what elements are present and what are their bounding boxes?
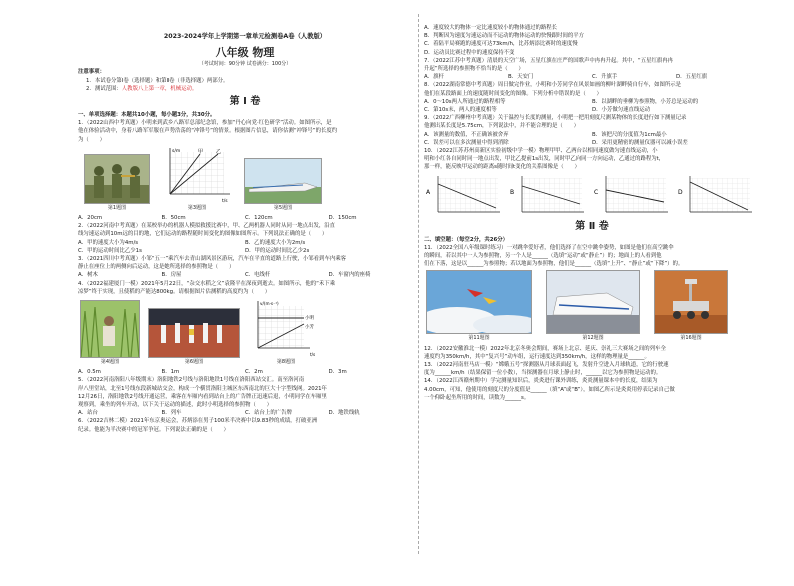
figure-caption: 第12题图 — [582, 335, 604, 342]
option-d: D．150cm — [328, 215, 357, 222]
part-one-heading: 第 Ⅰ 卷 — [229, 96, 261, 108]
mars-rover-photo — [654, 270, 728, 334]
figure — [148, 308, 240, 366]
option-c: C．甲的运动时间比乙少1s — [78, 247, 142, 254]
figure — [248, 298, 324, 366]
line-label: 乙 — [216, 148, 222, 155]
option-a: A．树木 — [78, 272, 98, 279]
notice-scope: 人教版八上第一章，机械运动。 — [121, 85, 198, 92]
question-text: 4.00cm，可知，他使用的刻度尺的分度值是______（填“A”或“B”），如图乙所示是炎炎用停表记录自己做 — [424, 386, 675, 393]
s-t-graph — [158, 146, 236, 204]
soldiers-photo — [84, 154, 150, 204]
question-text: 8．（2022湖南常德中考真题）周日做完作业，小明和小芳同学在风景如画的柳叶湖畔骑自行车，如图所示是 — [424, 82, 682, 89]
option-a: A．20cm — [78, 215, 103, 222]
options — [78, 368, 412, 376]
question-text: 明和小红各自同时同一地点出发，甲比乙提前1s出发，同时甲乙向同一方向运动，乙通过的路程为t， — [424, 156, 665, 163]
option-d: D．地铁线轨 — [328, 410, 360, 417]
figure-caption: 第1题图 — [107, 204, 127, 211]
option-b: B．房屋 — [161, 272, 182, 279]
question-text: 那一样，能反映甲运动的距离s随时间t变化的关系图像是（ ） — [424, 164, 580, 171]
figure-caption: 第16题图 — [680, 335, 702, 342]
question-text: 12．（2022安徽淮北一模）2022年北京冬奥会期间，赛场上北京、延庆、崇礼三大赛场之间的列车全 — [424, 345, 666, 352]
figure — [80, 300, 140, 366]
graph-option-label: A — [426, 188, 431, 196]
question-text: 11．（2022全国八年级课时练习）一对跳伞爱好者，他们选择了在空中跳伞姿势，如图是他们在高空跳伞 — [424, 244, 674, 251]
question-text: 6．（2022吉林二模）2021年东京奥运会，苏炳添在男子100米半决赛中以9.83秒的成绩，打破亚洲 — [78, 418, 318, 425]
rice-field-photo — [80, 300, 140, 358]
train-photo — [244, 158, 322, 204]
figure-caption: 第11题图 — [468, 335, 490, 342]
notice-line: 1．本试卷分第Ⅰ卷（选择题）和第Ⅱ卷（非选择题）两部分。 — [86, 77, 229, 84]
question-text: 9．（2022广西柳州中考真题）关于温控与长度的测量，小明把一把用刻度尺测某物体的长度进行如下测量记录 — [424, 115, 687, 122]
question-text: 线匀速运动到10m远的目的地，它们运动的路程随时间变化的图像如图所示。下列说法正确的是（ ） — [78, 231, 328, 238]
question-text: 他们在某段路面上的速度随时间变化的图像。下列分析中错误的是（ ） — [424, 90, 602, 97]
option-b: B．1m — [161, 369, 180, 376]
option-c: C．站台上的广告牌 — [245, 410, 292, 417]
question-text: D．运动员比赛过程中的速度保持不变 — [424, 49, 515, 56]
question-text: 5．（2022河南洛阳八年级期末）洛阳地铁2号线与洛阳地铁1号线在洛阳西站交汇。南至洛河南 — [78, 377, 305, 384]
figure — [244, 158, 322, 212]
option-a: A．旗杆 — [424, 74, 444, 81]
options — [424, 131, 760, 147]
option-a: A．0.5m — [78, 369, 101, 376]
notice-line: 2．测试范围：人教版八上第一章，机械运动。 — [86, 85, 198, 92]
question-text: C．着陆平局赛跑的速度可达73km/h，比苏炳添比赛时的速度慢 — [424, 41, 578, 48]
section-intro: 二、填空题：（每空2分，共26分） — [424, 236, 509, 243]
question-text: 升起”所选择的参照物不恰当的是（ ） — [424, 66, 524, 73]
figure-caption: 第6题图 — [184, 359, 204, 366]
option-c: C．误差可以在多次测量中得到消除 — [424, 139, 509, 146]
axis-label: t/s — [222, 198, 228, 204]
figure-row — [78, 146, 412, 212]
answer-graph-d — [678, 174, 756, 218]
line-label: 甲 — [198, 148, 204, 155]
answer-graphs-row — [424, 174, 760, 218]
question-text: 速度约为350km/h，其中“复兴号”动车组，运行速度达到350km/h，这样的物理量是______。 — [424, 353, 650, 360]
question-text: 12月26日，洛阳地铁2号线开通运营，乘客在车厢内看到站台上的广告牌正迅速后退，小明同学在车厢里 — [78, 393, 327, 400]
exam-header: 2023-2024学年上学期第一章单元检测卷A卷（人教版） — [163, 33, 327, 40]
figure-caption: 第5题图 — [273, 204, 293, 211]
figure — [546, 270, 640, 342]
question-text: 2．（2022河南中考真题）在某校举办的机器人模拟救援比赛中，甲、乙两机器人同时从同一地点出发，沿直 — [78, 223, 336, 230]
question-text: 4．（2022福建厦门一模）2021年5月22日，“杂交水稻之父”袁隆平在深夜到逝去。如图所示，他的“禾下乘 — [78, 280, 336, 287]
question-text: 度为______km/h（结果保留一位小数），当探测器在月球上静止时，______以它为参照物是运动的。 — [424, 370, 662, 377]
figure-row — [78, 298, 412, 366]
question-text: 7．（2022江苏中考真题）清晨的天空广场，五星红旗在庄严的国歌声中冉冉升起。其中，“五星红旗冉冉 — [424, 57, 674, 64]
line-label: 小芳 — [305, 325, 314, 331]
answer-graph-c — [594, 174, 672, 218]
options — [78, 214, 412, 222]
figure — [84, 154, 150, 212]
figure-row — [424, 270, 760, 342]
sprint-photo — [148, 308, 240, 358]
line-label: 小明 — [305, 316, 314, 322]
right-column — [424, 0, 760, 586]
options — [424, 98, 760, 114]
part-two-heading: 第 Ⅱ 卷 — [575, 220, 609, 232]
question-text: 一个仰卧起坐所用的时间，读数为______s。 — [424, 394, 530, 401]
option-d: D．五星红旗 — [676, 74, 708, 81]
question-text: 为（ ） — [78, 136, 105, 143]
figure — [426, 270, 532, 342]
left-column — [78, 0, 412, 562]
question-text: 10．（2022江苏苏州高新区实验初级中学一模）物理甲甲、乙两台以相同速度做匀速直线运动，小 — [424, 148, 658, 155]
option-c: C．2m — [245, 369, 263, 376]
graph-option-label: B — [510, 188, 515, 196]
question-text: 他在体验活动中，身着八路军军服在声势浩荡的“冲锋号”的情景。根据图片信息，请你估测“冲锋号”的长度约 — [78, 128, 338, 135]
option-d: D．甲的运动时间比乙少2s — [245, 247, 310, 254]
option-b: B．天安门 — [508, 74, 534, 81]
question-text: 的瞬间，若以其中一人为参照物，另一个人是______（选填“运动”或“静止”）的；地面上的人看到他 — [424, 253, 662, 260]
option-c: C．升旗手 — [592, 74, 618, 81]
question-text: 静止在座位上的两侧向后运动，这是她所选择的参照物是（ ） — [78, 264, 235, 271]
notice-title: 注意事项： — [78, 69, 105, 76]
answer-graph-b — [510, 174, 588, 218]
option-d: D．采用更精密的测量仪器可以减小误差 — [592, 139, 688, 146]
question-text: 观察到，乘坐的列车开动，以下关于运动的描述，此时小明选择的参照物（ ） — [78, 402, 273, 409]
figure — [158, 146, 236, 212]
options — [424, 73, 760, 81]
bullet-train-photo — [546, 270, 640, 334]
question-text: 14．（2022江西赣州期中）学完测量知识后，炎炎进行课外训练，炎炎测量课本中的长度，结果为 — [424, 378, 658, 385]
option-a: A．0～10s两人所通过的路程相等 — [424, 98, 506, 105]
option-c: C．第10s末，两人的速度相等 — [424, 107, 497, 114]
figure-caption: 第4题图 — [100, 359, 120, 366]
option-b: B．乙的速度大小为2m/s — [245, 239, 306, 246]
section-intro: 一、单项选择题：本题共10小题，每小题3分，共30分。 — [78, 112, 216, 119]
option-d: D．3m — [328, 369, 347, 376]
figure-caption: 第3题图 — [187, 204, 207, 211]
question-text: B．判断因为速度匀速运动而不运动的物体运动的快慢跟时间的平方 — [424, 33, 585, 40]
options — [78, 271, 412, 279]
question-text: 纪录。他能为半决赛中的冠军争冠。下列说法正确的是（ ） — [78, 426, 229, 433]
v-t-graph — [248, 298, 324, 358]
column-divider — [418, 14, 419, 554]
option-a: A．甲的速度大小为4m/s — [78, 239, 139, 246]
question-text: 凉梦”终于实现，且使稻的产能达800kg。请根据图片估测稻的高度约为（ ） — [78, 288, 271, 295]
graph-option-label: D — [678, 188, 683, 196]
option-c: C．电线杆 — [245, 272, 271, 279]
option-b: B．该把尺的分度值为1cm最小 — [592, 131, 667, 138]
answer-graph-a — [426, 174, 504, 218]
axis-label: t/s — [310, 352, 316, 358]
figure-caption: 第8题图 — [276, 359, 296, 366]
option-b: B．列车 — [161, 410, 182, 417]
option-b: B．以湖畔的垂柳为参照物，小芳总是运动的 — [592, 98, 699, 105]
option-c: C．120cm — [245, 215, 273, 222]
skydivers-photo — [426, 270, 532, 334]
axis-label: s/m — [172, 148, 181, 154]
question-text: 13．（2022河南驻马店一模）“嫦娥五号”探测器从月球表面起飞，发射升空进入月球轨道，它的行驶速 — [424, 362, 669, 369]
question-text: 们在下落，这是以______为参照物；若以地面为参照物，他们是______（选填“上升”、“静止”或“下降”）的。 — [424, 261, 684, 268]
options — [78, 239, 412, 255]
question-text: 他测出某长度是5.75cm，下列说法中，并不能合理的是（ ） — [424, 123, 579, 130]
options — [78, 409, 412, 417]
option-d: D．车窗内的座椅 — [328, 272, 371, 279]
exam-info: （考试时间：90分钟 试卷满分：100分） — [198, 61, 292, 68]
axis-label: v/(m·s⁻¹) — [260, 301, 279, 307]
question-text: 岸八里堂站，北至1号线东段新城站交会，构成一个横贯洛阳主城区东西南北的巨大十字型线网。2021年 — [78, 385, 327, 392]
exam-title: 八年级 物理 — [215, 46, 275, 60]
figure — [654, 270, 728, 342]
option-b: B．50cm — [161, 215, 186, 222]
question-text: 1．（2022山西中考真题）小明来到武乡八路军总部纪念馆，参加“丹心向党·红色研学”活动。如图所示，是 — [78, 120, 332, 127]
option-a: A．站台 — [78, 410, 98, 417]
question-text: 3．（2021四川中考真题）小邹“五一”乘汽车去青山湖风景区游玩，汽车在平直的道路上行驶，小邹看到车内乘客 — [78, 256, 347, 263]
option-a: A．该测量的数值，不正确该被舍弃 — [424, 131, 509, 138]
question-text: A．速度较大的物体一定比速度较小的物体通过的路程长 — [424, 25, 558, 31]
graph-option-label: C — [594, 188, 599, 196]
option-d: D．小芳做匀速直线运动 — [592, 107, 651, 114]
